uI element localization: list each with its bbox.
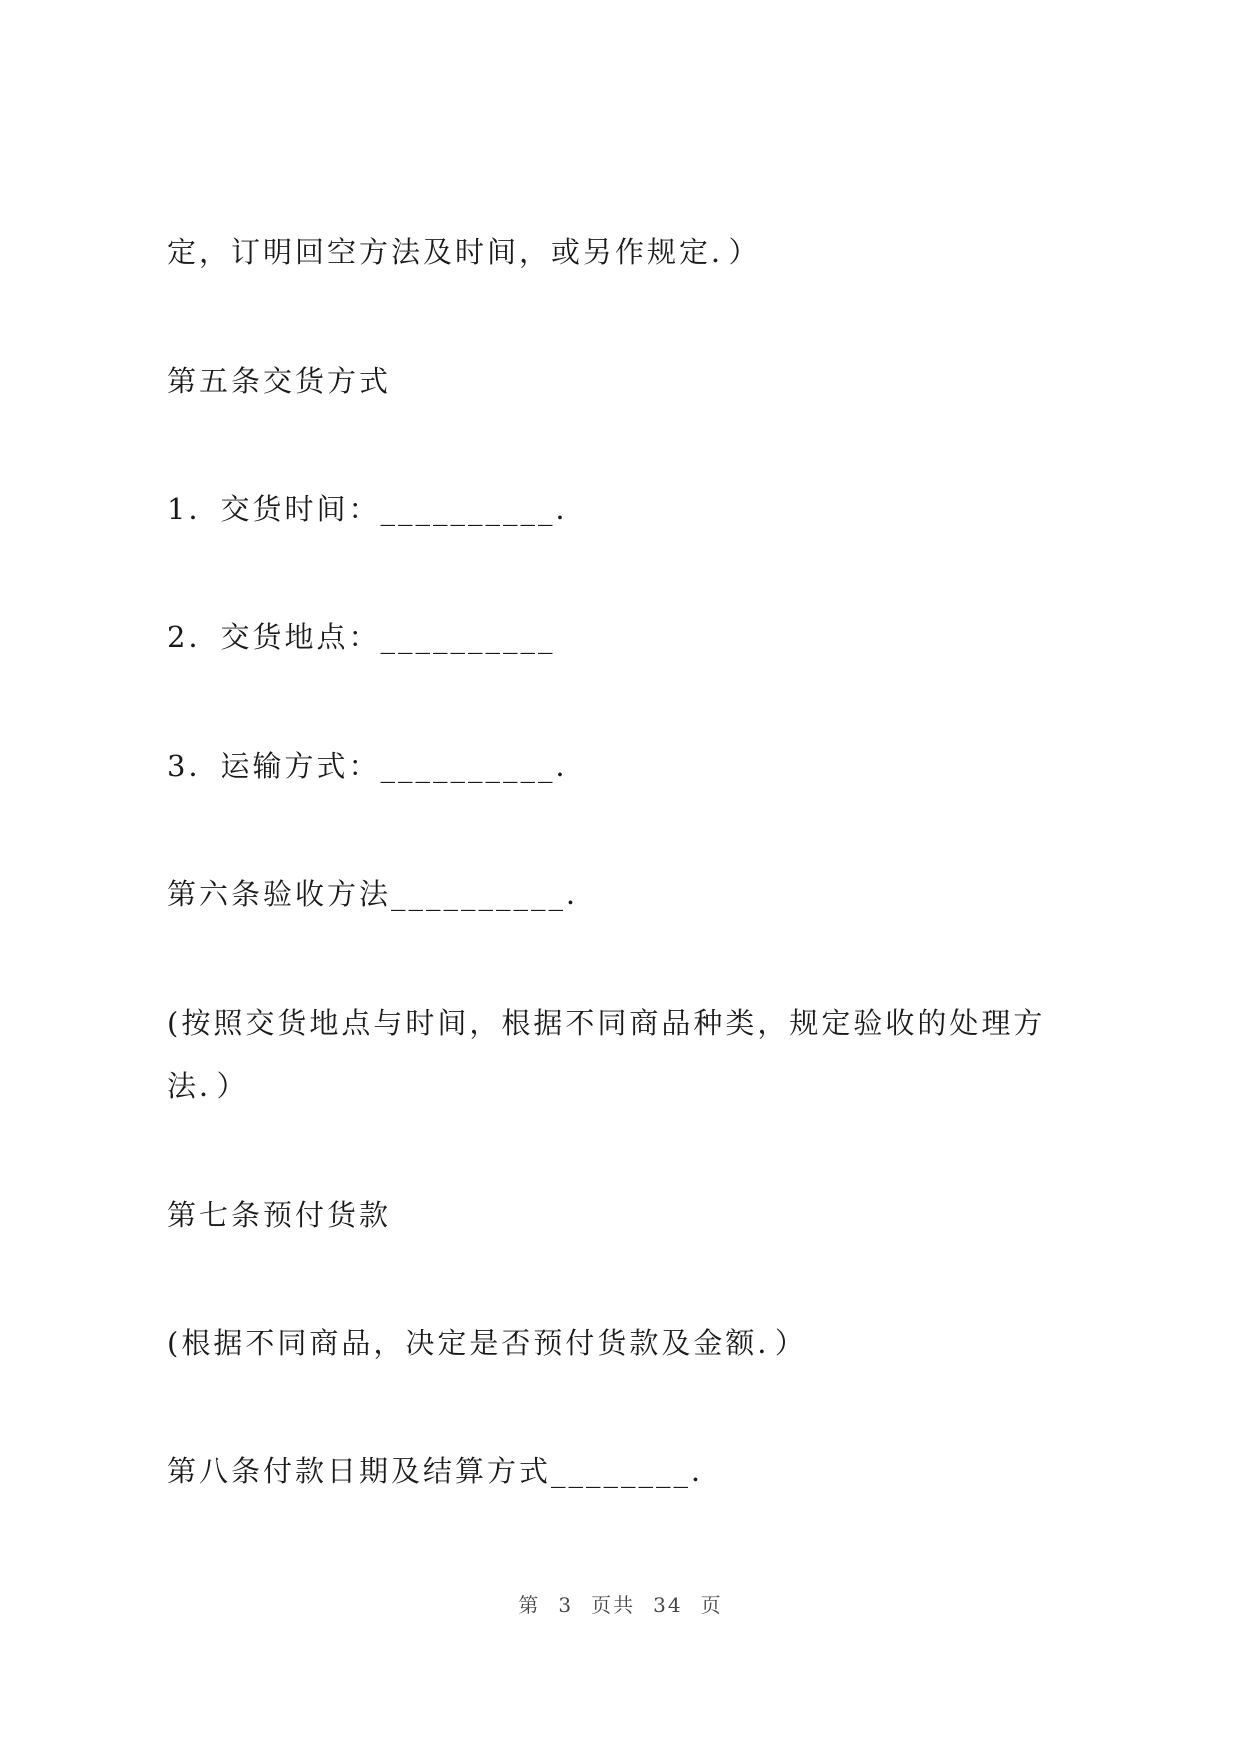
text-line-inspection-note: (按照交货地点与时间，根据不同商品种类，规定验收的处理方 <box>167 1006 1046 1040</box>
footer-middle: 页共 <box>591 1593 636 1617</box>
section-heading-6: 第六条验收方法__________． <box>167 877 599 911</box>
section-heading-5: 第五条交货方式 <box>167 364 392 398</box>
text-line-prepayment-note: (根据不同商品，决定是否预付货款及金额．） <box>167 1326 807 1360</box>
section-heading-8: 第八条付款日期及结算方式________． <box>167 1454 724 1488</box>
footer-prefix: 第 <box>518 1593 541 1617</box>
page-footer <box>0 1591 1241 1619</box>
section-heading-7: 第七条预付货款 <box>167 1198 392 1232</box>
item-delivery-place: 2．交货地点：__________ <box>167 620 556 654</box>
footer-suffix: 页 <box>700 1593 723 1617</box>
footer-total-pages: 34 <box>653 1593 683 1617</box>
item-transport-method: 3．运输方式：__________． <box>167 749 588 783</box>
item-delivery-time: 1．交货时间：__________． <box>167 492 588 526</box>
text-line-inspection-note-cont: 法．） <box>167 1069 249 1103</box>
text-line-return-method: 定，订明回空方法及时间，或另作规定．） <box>167 235 761 269</box>
footer-current-page: 3 <box>558 1593 574 1617</box>
